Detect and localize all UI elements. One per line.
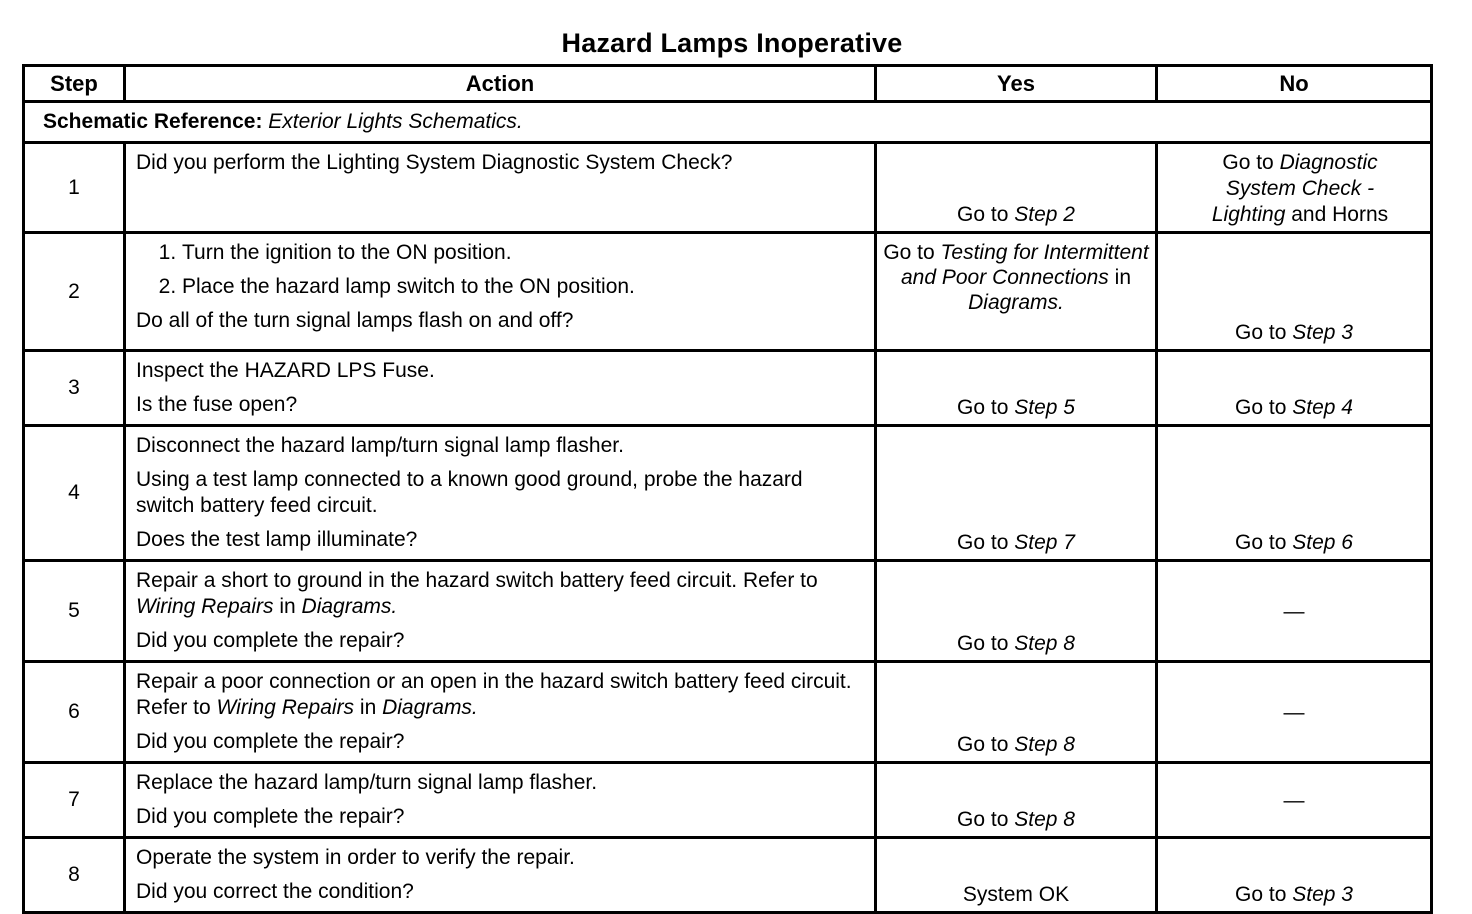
action-text: Is the fuse open? [136,393,298,416]
table-row [24,143,1432,233]
action-list [136,240,864,300]
no-prefix: Go to [1235,531,1293,554]
yes-link-2[interactable]: Diagrams. [968,291,1064,314]
step-number: 1 [24,143,125,233]
table-row [24,662,1432,763]
step-number: 2 [24,233,125,351]
header-action: Action [125,66,876,102]
yes-link[interactable]: Step 5 [1014,396,1075,419]
action-cell [125,763,876,838]
action-text: Did you correct the condition? [136,880,414,903]
yes-cell [876,662,1157,763]
schematic-row [24,102,1432,143]
schematic-label: Schematic Reference: [43,110,263,133]
action-text: Did you perform the Lighting System Diagnostic System Check? [136,151,733,174]
yes-link[interactable]: Step 2 [1014,203,1075,226]
no-suffix: and Horns [1285,203,1389,226]
no-dash: — [1283,788,1305,812]
yes-cell [876,763,1157,838]
action-text: Do all of the turn signal lamps flash on and off? [136,309,574,332]
header-row [24,66,1432,102]
action-cell [125,662,876,763]
list-item: 1. Turn the ignition to the ON position. [182,240,864,266]
no-prefix: Go to [1235,396,1293,419]
step-number: 5 [24,561,125,662]
step-number: 7 [24,763,125,838]
action-cell [125,351,876,426]
no-link[interactable]: Step 6 [1292,531,1353,554]
no-link[interactable]: Step 4 [1292,396,1353,419]
no-cell [1157,233,1432,351]
header-no: No [1157,66,1432,102]
action-text: Did you complete the repair? [136,730,405,753]
no-cell [1157,426,1432,561]
no-prefix: Go to [1222,151,1280,174]
yes-cell [876,351,1157,426]
yes-cell [876,233,1157,351]
yes-prefix: Go to [957,808,1015,831]
yes-prefix: Go to [957,396,1015,419]
page-title: Hazard Lamps Inoperative [561,28,903,58]
action-text: Repair a short to ground in the hazard switch battery feed circuit. Refer to [136,569,818,592]
action-text: Replace the hazard lamp/turn signal lamp flasher. [136,771,598,794]
yes-link[interactable]: Step 8 [1014,733,1075,756]
no-cell [1157,763,1432,838]
action-text: Repair a poor connection or an open in the hazard switch battery feed circuit. Refer to [136,670,852,719]
action-mid: in [273,595,302,618]
yes-prefix: Go to [957,531,1015,554]
no-link[interactable]: Step 3 [1292,321,1353,344]
yes-cell [876,143,1157,233]
table-row [24,351,1432,426]
yes-cell [876,426,1157,561]
yes-cell [876,838,1157,913]
schematic-link[interactable]: Exterior Lights Schematics. [268,110,523,133]
action-text: Does the test lamp illuminate? [136,528,418,551]
step-number: 4 [24,426,125,561]
step-number: 3 [24,351,125,426]
diagnostic-table [22,64,1433,914]
no-cell [1157,561,1432,662]
wiring-repairs-link[interactable]: Wiring Repairs [136,595,274,618]
action-text: Disconnect the hazard lamp/turn signal lamp flasher. [136,434,624,457]
yes-link[interactable]: Step 8 [1014,808,1075,831]
action-rich-text [136,568,864,620]
no-prefix: Go to [1235,883,1293,906]
yes-prefix: Go to [957,203,1015,226]
action-cell [125,838,876,913]
no-cell [1157,143,1432,233]
wiring-repairs-link[interactable]: Wiring Repairs [216,696,355,719]
no-dash: — [1283,599,1305,623]
action-rich-text [136,669,864,721]
action-cell [125,143,876,233]
table-row [24,561,1432,662]
action-text: Inspect the HAZARD LPS Fuse. [136,359,435,382]
no-link[interactable]: Step 3 [1292,883,1353,906]
action-cell [125,233,876,351]
action-mid: in [354,696,383,719]
table-row [24,838,1432,913]
action-text: Using a test lamp connected to a known good ground, probe the hazard switch battery feed circuit. [136,468,803,517]
action-cell [125,561,876,662]
action-text: Operate the system in order to verify the repair. [136,846,575,869]
action-text: Did you complete the repair? [136,805,405,828]
action-cell [125,426,876,561]
list-item: 2. Place the hazard lamp switch to the ON position. [182,274,864,300]
step-number: 8 [24,838,125,913]
header-yes: Yes [876,66,1157,102]
yes-text: System OK [962,883,1070,906]
yes-prefix: Go to [957,733,1015,756]
yes-prefix: Go to [957,632,1015,655]
header-step: Step [24,66,125,102]
yes-mid: in [1108,266,1131,289]
yes-link[interactable]: Step 8 [1014,632,1075,655]
step-number: 6 [24,662,125,763]
no-cell [1157,351,1432,426]
diagrams-link[interactable]: Diagrams. [382,696,478,719]
yes-cell [876,561,1157,662]
diagrams-link[interactable]: Diagrams. [301,595,398,618]
table-row [24,233,1432,351]
yes-link[interactable]: Testing for Intermittent and Poor Connections [901,241,1149,289]
yes-prefix: Go to [883,241,941,264]
no-cell [1157,838,1432,913]
yes-link[interactable]: Step 7 [1014,531,1075,554]
no-cell [1157,662,1432,763]
schematic-reference [24,102,1432,143]
no-prefix: Go to [1235,321,1293,344]
action-text: Did you complete the repair? [136,629,405,652]
no-link[interactable]: Diagnostic System Check - Lighting [1211,151,1378,226]
table-row [24,426,1432,561]
table-row [24,763,1432,838]
no-dash: — [1283,700,1305,724]
